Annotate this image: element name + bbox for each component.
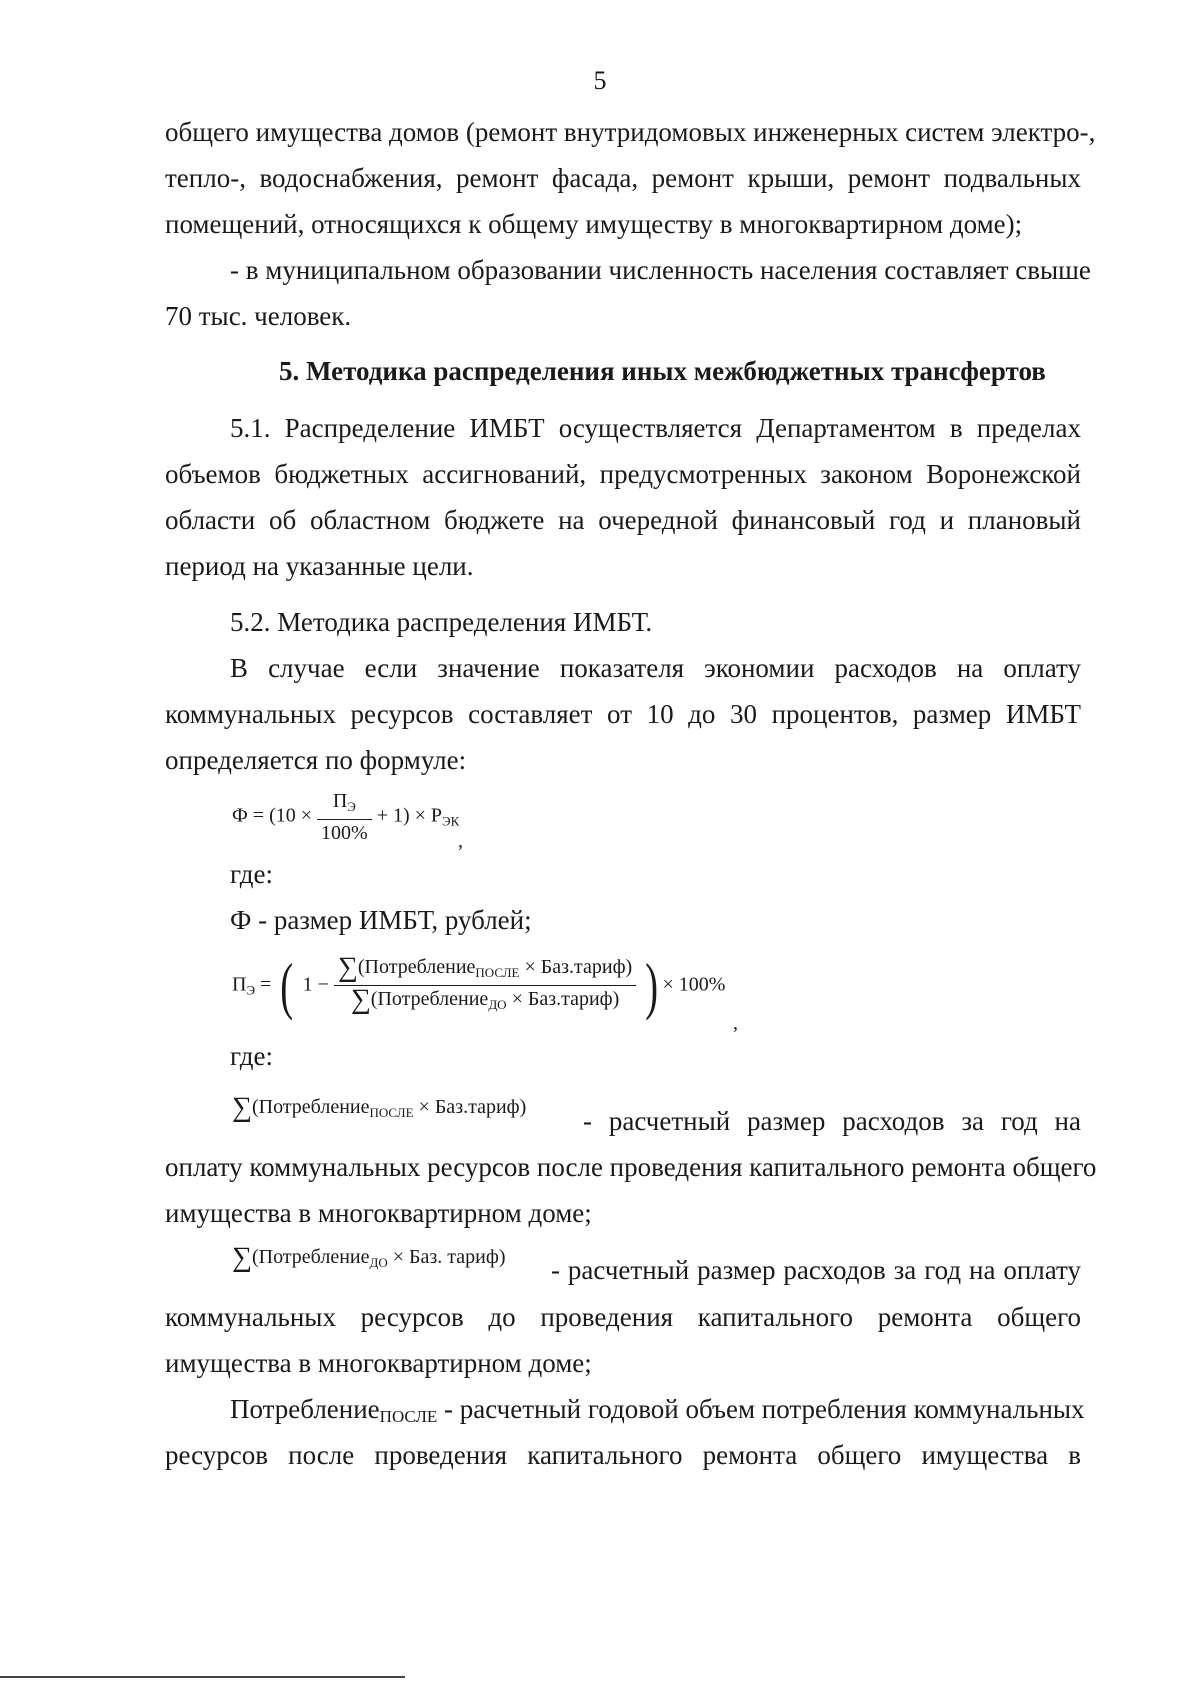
paragraph-line: коммунальных ресурсов составляет от 10 до 30 процентов, размер ИМБТ — [165, 699, 1081, 729]
fraction-numerator-tail: × Баз.тариф) — [524, 956, 633, 978]
formula-economy — [232, 950, 726, 1021]
section-heading: 5. Методика распределения иных межбюджетных трансфертов — [279, 356, 1046, 386]
formula-fraction — [317, 790, 372, 844]
sigma-icon: ∑ — [350, 984, 371, 1015]
subscript: ПОСЛЕ — [379, 1407, 438, 1426]
fraction-numerator: (Потребление — [357, 956, 476, 978]
left-paren: ( — [280, 950, 294, 1021]
sigma-icon: ∑ — [232, 1092, 252, 1123]
paragraph-line: - в муниципальном образовании численность населения составляет свыше — [230, 255, 1091, 285]
subscript: ПОСЛЕ — [475, 965, 520, 980]
formula-mid: + 1) × Р — [376, 804, 443, 827]
subscript: ЭК — [442, 813, 460, 829]
fraction-numerator: П — [332, 790, 348, 812]
subscript: ДО — [488, 997, 507, 1012]
paragraph-line: 70 тыс. человек. — [165, 301, 352, 331]
paragraph-line: тепло-, водоснабжения, ремонт фасада, ремонт крыши, ремонт подвальных — [165, 163, 1081, 193]
term-text: Потребление — [230, 1394, 380, 1424]
paragraph-line: - расчетный размер расходов за год на — [583, 1106, 1081, 1136]
paragraph-line: 5.1. Распределение ИМБТ осуществляется Департаментом в пределах — [230, 413, 1081, 443]
paragraph-line: Ф - размер ИМБТ, рублей; — [230, 905, 532, 935]
subscript: Э — [246, 982, 256, 998]
paragraph-line: помещений, относящихся к общему имуществу в многоквартирном доме); — [165, 209, 1023, 239]
paragraph-line: 5.2. Методика распределения ИМБТ. — [230, 607, 653, 637]
paragraph-line: ресурсов после проведения капитального ремонта общего имущества в — [165, 1440, 1081, 1470]
where-label: где: — [230, 1041, 273, 1071]
fraction-denominator-tail: × Баз.тариф) — [511, 988, 620, 1010]
fraction-denominator: 100% — [321, 822, 368, 844]
sigma-icon: ∑ — [337, 952, 358, 983]
formula-imbt — [232, 790, 459, 844]
sum-term-text: (Потребление — [251, 1096, 370, 1118]
paragraph-line: период на указанные цели. — [165, 551, 474, 581]
sum-term-after — [232, 1092, 526, 1124]
sum-term-text: (Потребление — [251, 1246, 370, 1268]
paragraph-line: объемов бюджетных ассигнований, предусмотренных законом Воронежской — [165, 459, 1081, 489]
subscript: Э — [347, 799, 356, 814]
paragraph-line: оплату коммунальных ресурсов после проведения капитального ремонта общего — [165, 1152, 1097, 1182]
bottom-rule — [0, 1676, 405, 1678]
formula-equals: = — [260, 973, 272, 996]
formula-comma: , — [458, 830, 463, 852]
where-label: где: — [230, 859, 273, 889]
subscript: ПОСЛЕ — [369, 1105, 414, 1120]
formula-tail: × 100% — [662, 973, 726, 996]
paragraph-line: - расчетный размер расходов за год на оплату — [551, 1255, 1081, 1285]
paragraph-line: области об областном бюджете на очередной финансовый год и плановый — [165, 505, 1081, 535]
sum-term-text: × Баз.тариф) — [418, 1096, 527, 1118]
sum-term-before — [232, 1242, 506, 1274]
formula-fraction — [334, 952, 636, 1016]
sigma-icon: ∑ — [232, 1242, 252, 1273]
term-definition: - расчетный годовой объем потребления коммунальных — [437, 1394, 1085, 1424]
formula-lhs: П — [232, 973, 247, 996]
right-paren: ) — [645, 950, 659, 1021]
subscript: ДО — [369, 1255, 388, 1270]
paragraph-line: В случае если значение показателя экономии расходов на оплату — [230, 653, 1081, 683]
page-number: 5 — [593, 66, 607, 95]
paragraph-line: имущества в многоквартирном доме; — [165, 1348, 592, 1378]
fraction-denominator: (Потребление — [370, 988, 489, 1010]
sum-term-text: × Баз. тариф) — [392, 1246, 506, 1268]
paragraph-line: определяется по формуле: — [165, 745, 467, 775]
paragraph-line: общего имущества домов (ремонт внутридомовых инженерных систем электро-, — [165, 117, 1096, 147]
paragraph-line — [230, 1392, 1085, 1434]
formula-lhs: Ф = (10 × — [232, 804, 313, 827]
formula-comma: , — [733, 1012, 738, 1034]
formula-one: 1 − — [302, 973, 329, 996]
paragraph-line: имущества в многоквартирном доме; — [165, 1198, 592, 1228]
paragraph-line: коммунальных ресурсов до проведения капитального ремонта общего — [165, 1302, 1081, 1332]
